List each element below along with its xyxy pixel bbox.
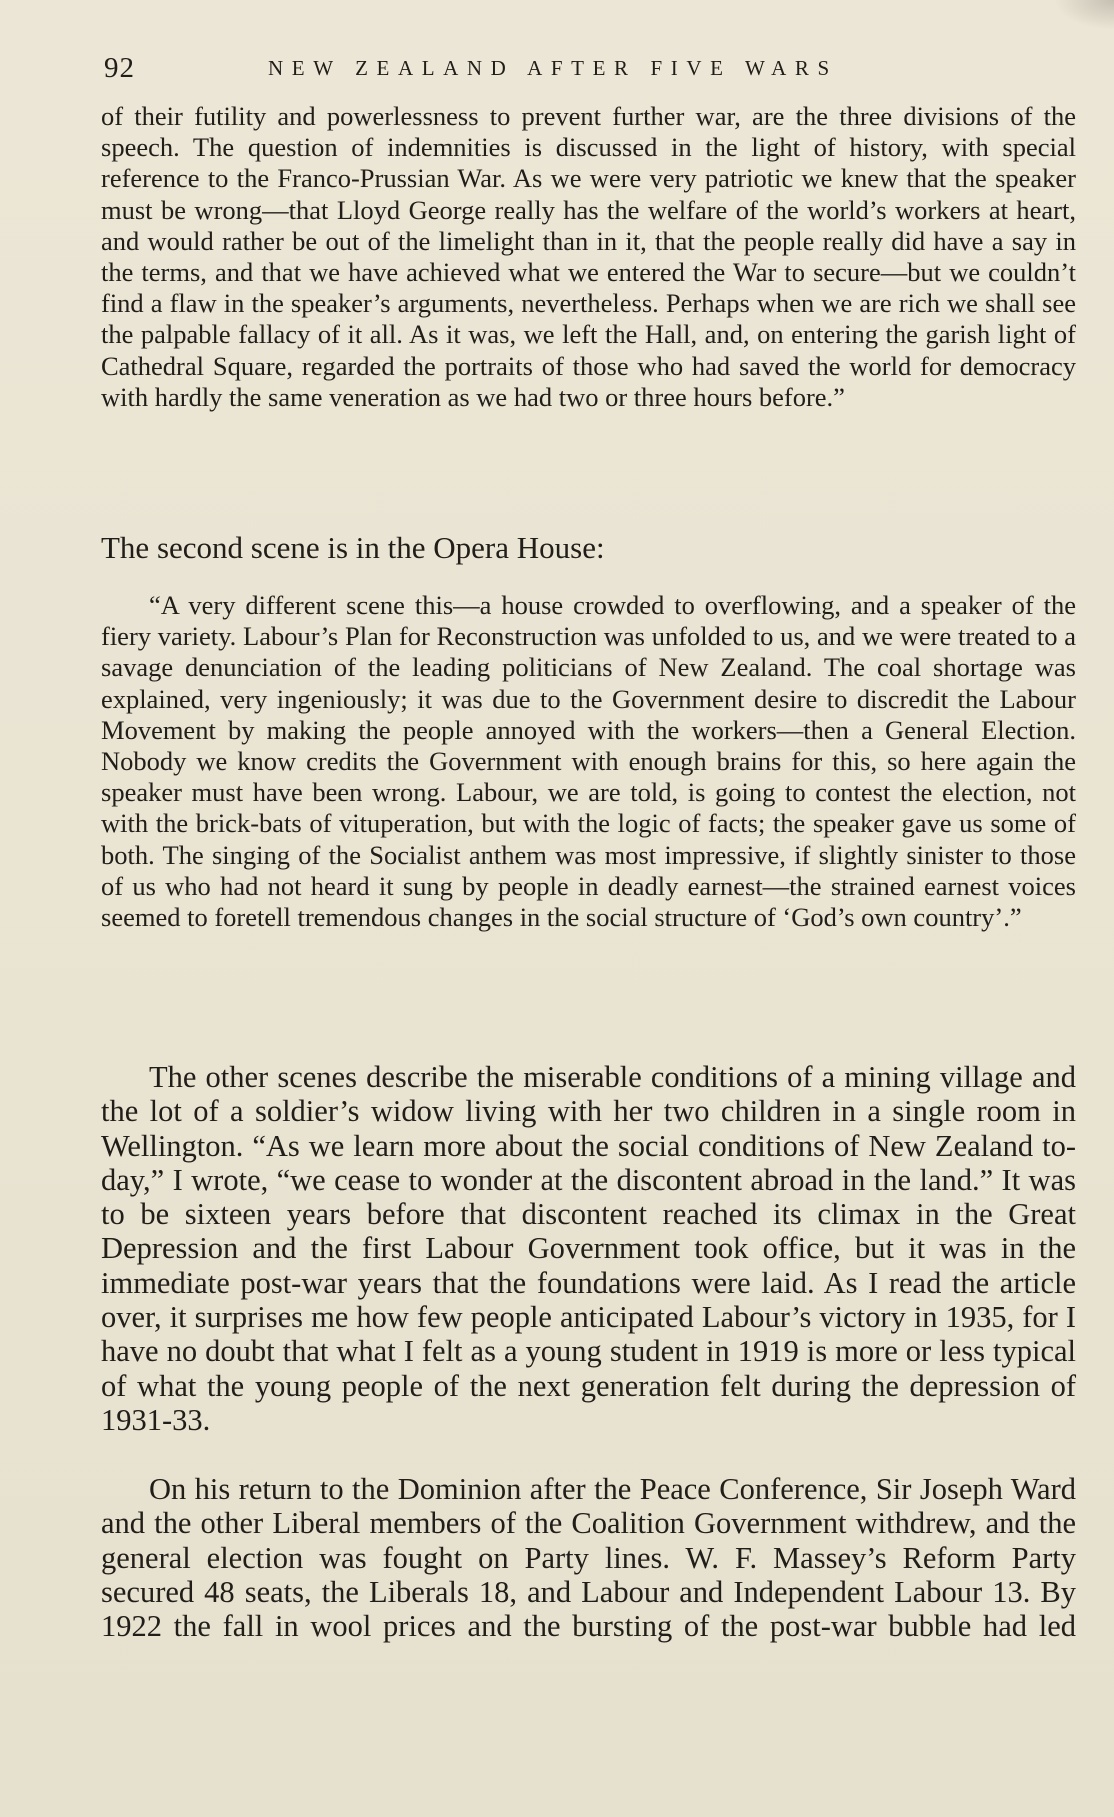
paragraph-dominion-return: On his return to the Dominion after the Peace Conference, Sir Joseph Ward and the other Liberal members of the Coalition Government withdrew, and the general election was fought on Party lines. W. F. Massey’s Reform Party secured 48 seats, the Liberals 18, and Labour and Independent Labour 13. By 1922 the fall in wool prices and the bursting of the post-war bubble had led xyxy=(101,1472,1076,1644)
paragraph-quote-continued: of their futility and powerlessness to prevent further war, are the three divisions of the speech. The question of indemnities is discussed in the light of history, with special reference to the Franco-Prussian War. As we were very patriotic we knew that the speaker must be wrong—that Lloyd George really has the welfare of the world’s workers at heart, and would rather be out of the limelight than in it, that the people really did have a say in the terms, and that we have achieved what we entered the War to secure—but we couldn’t find a flaw in the speaker’s arguments, nevertheless. Perhaps when we are rich we shall see the palpable fallacy of it all. As it was, we left the Hall, and, on entering the garish light of Cathedral Square, regarded the portraits of those who had saved the world for democracy with hardly the same veneration as we had two or three hours before.” xyxy=(101,101,1076,412)
page-number: 92 xyxy=(104,52,135,84)
section-lead-in: The second scene is in the Opera House: xyxy=(101,530,605,565)
running-head: NEW ZEALAND AFTER FIVE WARS xyxy=(268,56,838,80)
paragraph-opera-house-quote: “A very different scene this—a house crowded to overflowing, and a speaker of the fiery variety. Labour’s Plan for Reconstruction was unfolded to us, and we were treated to a savage denunciation of the leading politicians of New Zealand. The coal shortage was explained, very ingeniously; it was due to the Government desire to discredit the Labour Movement by making the people annoyed with the workers—then a General Election. Nobody we know credits the Government with enough brains for this, so here again the speaker must have been wrong. Labour, we are told, is going to contest the election, not with the brick-bats of vituperation, but with the logic of facts; the speaker gave us some of both. The singing of the Socialist anthem was most impressive, if slightly sinister to those of us who had not heard it sung by people in deadly earnest—the strained earnest voices seemed to foretell tremendous changes in the social structure of ‘God’s own country’.” xyxy=(101,590,1076,933)
page-header xyxy=(100,50,1078,90)
paragraph-other-scenes: The other scenes describe the miserable conditions of a mining village and the lot of a soldier’s widow living with her two children in a single room in Wellington. “As we learn more about the social conditions of New Zealand to-day,” I wrote, “we cease to wonder at the discontent abroad in the land.” It was to be sixteen years before that discontent reached its climax in the Great Depression and the first Labour Government took office, but it was in the immediate post-war years that the foundations were laid. As I read the article over, it surprises me how few people anticipated Labour’s victory in 1935, for I have no doubt that what I felt as a young student in 1919 is more or less typical of what the young people of the next generation felt during the depression of 1931-33. xyxy=(101,1060,1076,1437)
page-corner-shadow xyxy=(1054,0,1114,30)
